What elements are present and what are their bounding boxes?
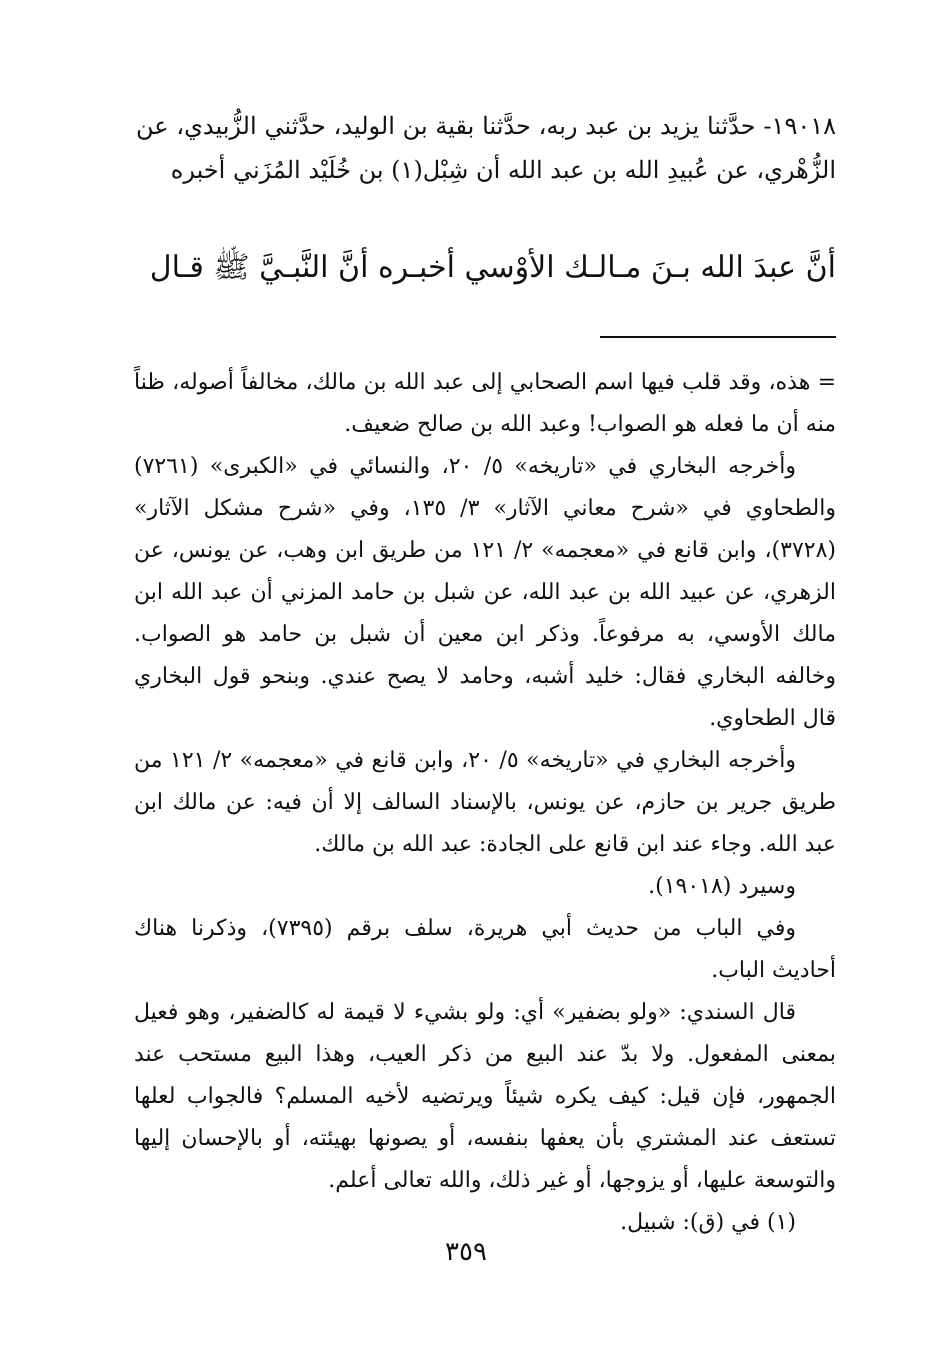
footnote-paragraph: قال السندي: «ولو بضفير» أي: ولو بشيء لا قيمة له كالضفير، وهو فعيل بمعنى المفعول. ولا بدّ عند البيع من ذكر العيب، وهذا البيع مستحب عند الجمهور، فإن قيل: كيف يكره شيئاً ويرتضيه لأخيه المسلم؟ فالجواب لعلها تستعف عند المشتري بأن يعفها بنفسه، أو يصونها بهيئته، أو بالإحسان إليها والتوسعة عليها، أو يزوجها، أو غير ذلك، والله تعالى أعلم. [134, 1000, 836, 1193]
footnotes [134, 362, 836, 1244]
footnote-paragraph: = هذه، وقد قلب فيها اسم الصحابي إلى عبد الله بن مالك، مخالفاً أصوله، ظناً منه أن ما فعله هو الصواب! وعبد الله بن صالح ضعيف. [134, 370, 836, 437]
footnote-paragraph: وأخرجه البخاري في «تاريخه» ٥/ ٢٠، وابن قانع في «معجمه» ٢/ ١٢١ من طريق جرير بن حازم، عن يونس، بالإسناد السالف إلا أن فيه: عن مالك ابن عبد الله. وجاء عند ابن قانع على الجادة: عبد الله بن مالك. [134, 748, 836, 857]
footnote-separator [600, 336, 836, 338]
footnote-paragraph: وأخرجه البخاري في «تاريخه» ٥/ ٢٠، والنسائي في «الكبرى» (٧٢٦١) والطحاوي في «شرح معاني الآثار» ٣/ ١٣٥، وفي «شرح مشكل الآثار» (٣٧٢٨)، وابن قانع في «معجمه» ٢/ ١٢١ من طريق ابن وهب، عن يونس، عن الزهري، عن عبيد الله بن عبد الله، عن شبل بن حامد المزني أن عبد الله ابن مالك الأوسي، به مرفوعاً. وذكر ابن معين أن شبل بن حامد هو الصواب. وخالفه البخاري فقال: خليد أشبه، وحامد لا يصح عندي. وبنحو قول البخاري قال الطحاوي. [134, 454, 837, 731]
page-number: ٣٥٩ [445, 1237, 487, 1267]
footnote-paragraph: وسيرد (١٩٠١٨). [648, 874, 796, 899]
hadith-header [136, 104, 836, 192]
footnote-paragraph: وفي الباب من حديث أبي هريرة، سلف برقم (٧٣٩٥)، وذكرنا هناك أحاديث الباب. [134, 916, 836, 983]
hadith-isnad: ١٩٠١٨- حدَّثنا يزيد بن عبد ربه، حدَّثنا بقية بن الوليد، حدَّثني الزُّبيدي، عن الزُّهْري، عن عُبيدِ الله بن عبد الله أن شِبْل(١) بن خُلَيْد المُزَني أخبره [136, 112, 836, 184]
footnote-variant-note: (١) في (ق): شبيل. [620, 1210, 796, 1235]
hadith-matn: أنَّ عبدَ الله بـنَ مـالـك الأوْسي أخبـره أنَّ النَّبـيَّ ﷺ قـال [149, 250, 836, 285]
